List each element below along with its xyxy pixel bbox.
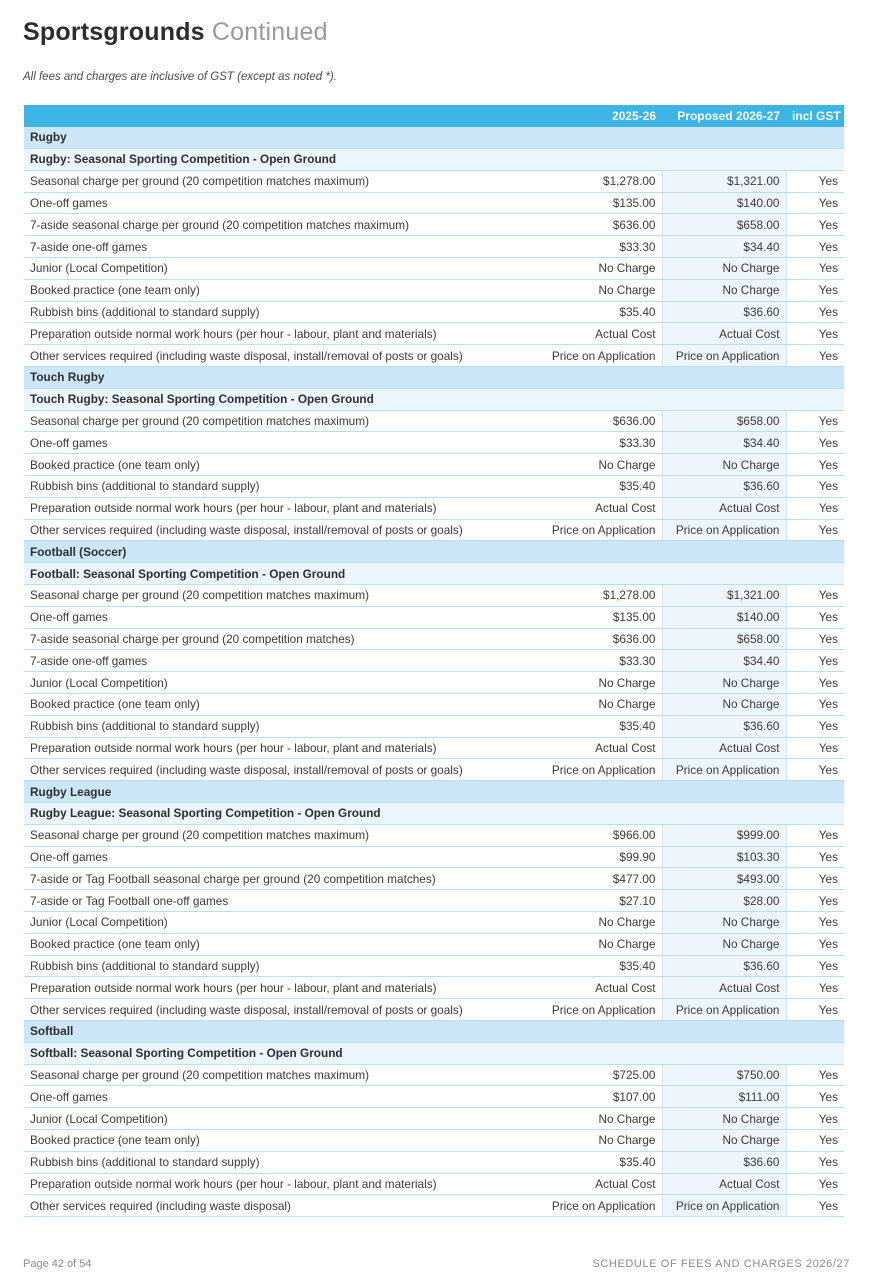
table-row	[24, 432, 844, 454]
fee-current: Actual Cost	[531, 1173, 662, 1195]
fee-description: Other services required (including waste disposal)	[24, 1195, 531, 1217]
fee-description: Rubbish bins (additional to standard supply)	[24, 715, 531, 737]
table-row	[24, 955, 844, 977]
fee-incl-gst: Yes	[786, 868, 844, 890]
fee-proposed: $1,321.00	[662, 170, 786, 192]
fee-proposed: $36.60	[662, 476, 786, 498]
fee-proposed: $34.40	[662, 650, 786, 672]
title-suffix: Continued	[211, 18, 328, 46]
fee-incl-gst: Yes	[786, 454, 844, 476]
fee-current: $99.90	[531, 846, 662, 868]
section-subheading-row	[24, 803, 844, 825]
fee-description: Rubbish bins (additional to standard supply)	[24, 1151, 531, 1173]
fee-incl-gst: Yes	[786, 1108, 844, 1130]
fee-description: Other services required (including waste disposal, install/removal of posts or goals)	[24, 759, 531, 781]
fee-proposed: $36.60	[662, 955, 786, 977]
fee-current: $725.00	[531, 1064, 662, 1086]
fee-current: Price on Application	[531, 519, 662, 541]
fee-incl-gst: Yes	[786, 497, 844, 519]
table-row	[24, 824, 844, 846]
page-title	[23, 18, 328, 47]
fee-proposed: $658.00	[662, 214, 786, 236]
fee-proposed: Price on Application	[662, 759, 786, 781]
fee-proposed: Actual Cost	[662, 1173, 786, 1195]
fee-current: $966.00	[531, 824, 662, 846]
fee-proposed: $34.40	[662, 432, 786, 454]
fee-proposed: Actual Cost	[662, 323, 786, 345]
fee-proposed: $36.60	[662, 715, 786, 737]
fee-description: Other services required (including waste disposal, install/removal of posts or goals)	[24, 519, 531, 541]
gst-note: All fees and charges are inclusive of GST (except as noted *).	[23, 71, 337, 83]
section-header-row	[24, 1020, 844, 1042]
fee-description: Seasonal charge per ground (20 competition matches maximum)	[24, 170, 531, 192]
fee-proposed: $493.00	[662, 868, 786, 890]
fees-table-body	[24, 127, 844, 1217]
fee-current: Price on Application	[531, 999, 662, 1021]
section-subheading: Softball: Seasonal Sporting Competition - Open Ground	[24, 1042, 844, 1064]
fee-current: $33.30	[531, 236, 662, 258]
table-row	[24, 345, 844, 367]
table-row	[24, 933, 844, 955]
fee-proposed: $111.00	[662, 1086, 786, 1108]
fee-proposed: No Charge	[662, 258, 786, 280]
section-title: Touch Rugby	[24, 367, 844, 389]
fee-current: Actual Cost	[531, 497, 662, 519]
fee-current: $135.00	[531, 606, 662, 628]
fee-description: One-off games	[24, 606, 531, 628]
fee-current: Price on Application	[531, 759, 662, 781]
fee-incl-gst: Yes	[786, 301, 844, 323]
fee-current: $107.00	[531, 1086, 662, 1108]
fee-proposed: Price on Application	[662, 345, 786, 367]
table-row	[24, 890, 844, 912]
fee-incl-gst: Yes	[786, 628, 844, 650]
fee-current: No Charge	[531, 454, 662, 476]
fee-current: $636.00	[531, 410, 662, 432]
fee-current: No Charge	[531, 258, 662, 280]
table-row	[24, 1173, 844, 1195]
fee-current: $33.30	[531, 432, 662, 454]
table-row	[24, 1086, 844, 1108]
table-row	[24, 410, 844, 432]
fee-description: 7-aside or Tag Football one-off games	[24, 890, 531, 912]
fee-current: $35.40	[531, 476, 662, 498]
section-header-row	[24, 781, 844, 803]
table-row	[24, 759, 844, 781]
fee-current: $1,278.00	[531, 170, 662, 192]
fee-proposed: Actual Cost	[662, 977, 786, 999]
fee-incl-gst: Yes	[786, 650, 844, 672]
fee-current: $35.40	[531, 955, 662, 977]
fee-incl-gst: Yes	[786, 715, 844, 737]
fee-incl-gst: Yes	[786, 519, 844, 541]
table-row	[24, 977, 844, 999]
fee-current: Actual Cost	[531, 737, 662, 759]
fee-description: Rubbish bins (additional to standard supply)	[24, 301, 531, 323]
table-row	[24, 1108, 844, 1130]
fee-proposed: $36.60	[662, 1151, 786, 1173]
fee-description: 7-aside seasonal charge per ground (20 competition matches maximum)	[24, 214, 531, 236]
fee-proposed: No Charge	[662, 694, 786, 716]
fee-incl-gst: Yes	[786, 1086, 844, 1108]
fee-current: No Charge	[531, 1129, 662, 1151]
fee-incl-gst: Yes	[786, 999, 844, 1021]
table-row	[24, 1129, 844, 1151]
fee-description: Preparation outside normal work hours (per hour - labour, plant and materials)	[24, 737, 531, 759]
fee-incl-gst: Yes	[786, 911, 844, 933]
fee-current: No Charge	[531, 694, 662, 716]
table-row	[24, 301, 844, 323]
fee-proposed: $140.00	[662, 192, 786, 214]
table-row	[24, 715, 844, 737]
fee-proposed: No Charge	[662, 1108, 786, 1130]
section-subheading-row	[24, 1042, 844, 1064]
header-description	[24, 105, 531, 127]
fee-incl-gst: Yes	[786, 694, 844, 716]
section-subheading: Touch Rugby: Seasonal Sporting Competition - Open Ground	[24, 388, 844, 410]
fee-description: Junior (Local Competition)	[24, 258, 531, 280]
fee-incl-gst: Yes	[786, 279, 844, 301]
fee-proposed: $1,321.00	[662, 585, 786, 607]
fee-incl-gst: Yes	[786, 824, 844, 846]
fee-description: Seasonal charge per ground (20 competition matches maximum)	[24, 1064, 531, 1086]
table-row	[24, 1151, 844, 1173]
fee-description: One-off games	[24, 192, 531, 214]
fee-description: 7-aside one-off games	[24, 236, 531, 258]
fee-incl-gst: Yes	[786, 214, 844, 236]
fee-description: One-off games	[24, 432, 531, 454]
fee-description: Booked practice (one team only)	[24, 1129, 531, 1151]
table-row	[24, 454, 844, 476]
fee-proposed: No Charge	[662, 279, 786, 301]
table-row	[24, 999, 844, 1021]
fee-proposed: Price on Application	[662, 519, 786, 541]
fee-proposed: No Charge	[662, 911, 786, 933]
table-row	[24, 476, 844, 498]
fee-current: $636.00	[531, 214, 662, 236]
fee-incl-gst: Yes	[786, 323, 844, 345]
fee-description: Seasonal charge per ground (20 competition matches maximum)	[24, 824, 531, 846]
table-row	[24, 585, 844, 607]
fee-incl-gst: Yes	[786, 1195, 844, 1217]
fee-proposed: $658.00	[662, 410, 786, 432]
fee-incl-gst: Yes	[786, 236, 844, 258]
fee-proposed: $658.00	[662, 628, 786, 650]
fee-description: Booked practice (one team only)	[24, 454, 531, 476]
table-row	[24, 258, 844, 280]
fee-current: $1,278.00	[531, 585, 662, 607]
table-row	[24, 672, 844, 694]
fee-incl-gst: Yes	[786, 476, 844, 498]
table-row	[24, 279, 844, 301]
fee-current: $636.00	[531, 628, 662, 650]
table-row	[24, 606, 844, 628]
section-title: Rugby	[24, 127, 844, 149]
fee-description: Rubbish bins (additional to standard supply)	[24, 955, 531, 977]
table-row	[24, 192, 844, 214]
fee-proposed: No Charge	[662, 672, 786, 694]
fee-incl-gst: Yes	[786, 672, 844, 694]
fee-incl-gst: Yes	[786, 606, 844, 628]
fee-description: Other services required (including waste disposal, install/removal of posts or goals)	[24, 345, 531, 367]
section-title: Softball	[24, 1020, 844, 1042]
section-header-row	[24, 127, 844, 149]
fee-proposed: No Charge	[662, 933, 786, 955]
fee-current: $27.10	[531, 890, 662, 912]
fee-incl-gst: Yes	[786, 585, 844, 607]
section-subheading-row	[24, 149, 844, 171]
fee-current: No Charge	[531, 672, 662, 694]
fee-current: Price on Application	[531, 345, 662, 367]
fee-incl-gst: Yes	[786, 258, 844, 280]
section-subheading: Football: Seasonal Sporting Competition - Open Ground	[24, 563, 844, 585]
fees-table	[24, 105, 844, 1217]
fee-description: One-off games	[24, 846, 531, 868]
fee-description: Seasonal charge per ground (20 competition matches maximum)	[24, 410, 531, 432]
fee-incl-gst: Yes	[786, 1173, 844, 1195]
fee-incl-gst: Yes	[786, 192, 844, 214]
fee-description: Rubbish bins (additional to standard supply)	[24, 476, 531, 498]
table-row	[24, 236, 844, 258]
section-subheading: Rugby League: Seasonal Sporting Competition - Open Ground	[24, 803, 844, 825]
fee-proposed: Actual Cost	[662, 497, 786, 519]
fee-proposed: $34.40	[662, 236, 786, 258]
table-row	[24, 323, 844, 345]
table-row	[24, 868, 844, 890]
fee-proposed: No Charge	[662, 454, 786, 476]
fee-incl-gst: Yes	[786, 759, 844, 781]
fee-incl-gst: Yes	[786, 955, 844, 977]
fee-description: Preparation outside normal work hours (per hour - labour, plant and materials)	[24, 497, 531, 519]
fee-proposed: $103.30	[662, 846, 786, 868]
fee-incl-gst: Yes	[786, 846, 844, 868]
title-main: Sportsgrounds	[23, 18, 205, 46]
fee-current: No Charge	[531, 911, 662, 933]
table-header-row	[24, 105, 844, 127]
fee-incl-gst: Yes	[786, 977, 844, 999]
fee-description: One-off games	[24, 1086, 531, 1108]
fee-current: $35.40	[531, 301, 662, 323]
fee-description: Booked practice (one team only)	[24, 933, 531, 955]
fee-description: Seasonal charge per ground (20 competition matches maximum)	[24, 585, 531, 607]
fee-current: Price on Application	[531, 1195, 662, 1217]
fee-current: $33.30	[531, 650, 662, 672]
fee-description: Junior (Local Competition)	[24, 911, 531, 933]
fee-proposed: Price on Application	[662, 999, 786, 1021]
table-row	[24, 170, 844, 192]
fee-incl-gst: Yes	[786, 890, 844, 912]
fee-current: $135.00	[531, 192, 662, 214]
fee-description: Booked practice (one team only)	[24, 694, 531, 716]
fee-description: Junior (Local Competition)	[24, 1108, 531, 1130]
header-incl-gst: incl GST	[792, 108, 841, 123]
fee-incl-gst: Yes	[786, 737, 844, 759]
fee-incl-gst: Yes	[786, 1151, 844, 1173]
fee-current: $477.00	[531, 868, 662, 890]
table-row	[24, 694, 844, 716]
fee-proposed: $140.00	[662, 606, 786, 628]
fee-incl-gst: Yes	[786, 170, 844, 192]
table-row	[24, 911, 844, 933]
fee-description: 7-aside or Tag Football seasonal charge per ground (20 competition matches)	[24, 868, 531, 890]
fee-proposed: No Charge	[662, 1129, 786, 1151]
table-row	[24, 1195, 844, 1217]
fee-description: Preparation outside normal work hours (per hour - labour, plant and materials)	[24, 1173, 531, 1195]
fee-proposed: Price on Application	[662, 1195, 786, 1217]
table-row	[24, 214, 844, 236]
section-header-row	[24, 367, 844, 389]
fee-current: Actual Cost	[531, 977, 662, 999]
section-subheading-row	[24, 563, 844, 585]
header-proposed-year: Proposed 2026-27	[677, 108, 780, 123]
table-row	[24, 737, 844, 759]
fee-incl-gst: Yes	[786, 933, 844, 955]
fee-description: 7-aside seasonal charge per ground (20 competition matches)	[24, 628, 531, 650]
page-number: Page 42 of 54	[23, 1258, 92, 1270]
fee-current: Actual Cost	[531, 323, 662, 345]
fee-incl-gst: Yes	[786, 345, 844, 367]
fee-description: Junior (Local Competition)	[24, 672, 531, 694]
document-name: SCHEDULE OF FEES AND CHARGES 2026/27	[592, 1258, 850, 1270]
section-header-row	[24, 541, 844, 563]
fee-description: Preparation outside normal work hours (per hour - labour, plant and materials)	[24, 977, 531, 999]
fee-incl-gst: Yes	[786, 432, 844, 454]
fee-description: Booked practice (one team only)	[24, 279, 531, 301]
fee-current: No Charge	[531, 933, 662, 955]
table-row	[24, 846, 844, 868]
fee-description: Preparation outside normal work hours (per hour - labour, plant and materials)	[24, 323, 531, 345]
fee-incl-gst: Yes	[786, 410, 844, 432]
table-row	[24, 650, 844, 672]
fee-current: $35.40	[531, 715, 662, 737]
fee-current: No Charge	[531, 1108, 662, 1130]
table-row	[24, 1064, 844, 1086]
fee-description: 7-aside one-off games	[24, 650, 531, 672]
table-row	[24, 519, 844, 541]
fee-current: $35.40	[531, 1151, 662, 1173]
section-subheading: Rugby: Seasonal Sporting Competition - Open Ground	[24, 149, 844, 171]
fee-current: No Charge	[531, 279, 662, 301]
fee-incl-gst: Yes	[786, 1064, 844, 1086]
section-title: Rugby League	[24, 781, 844, 803]
table-row	[24, 628, 844, 650]
fee-incl-gst: Yes	[786, 1129, 844, 1151]
fee-description: Other services required (including waste disposal, install/removal of posts or goals)	[24, 999, 531, 1021]
section-title: Football (Soccer)	[24, 541, 844, 563]
fee-proposed: $28.00	[662, 890, 786, 912]
header-current-year: 2025-26	[611, 108, 656, 123]
fee-proposed: $36.60	[662, 301, 786, 323]
fee-proposed: $750.00	[662, 1064, 786, 1086]
fee-proposed: Actual Cost	[662, 737, 786, 759]
fee-proposed: $999.00	[662, 824, 786, 846]
table-row	[24, 497, 844, 519]
section-subheading-row	[24, 388, 844, 410]
